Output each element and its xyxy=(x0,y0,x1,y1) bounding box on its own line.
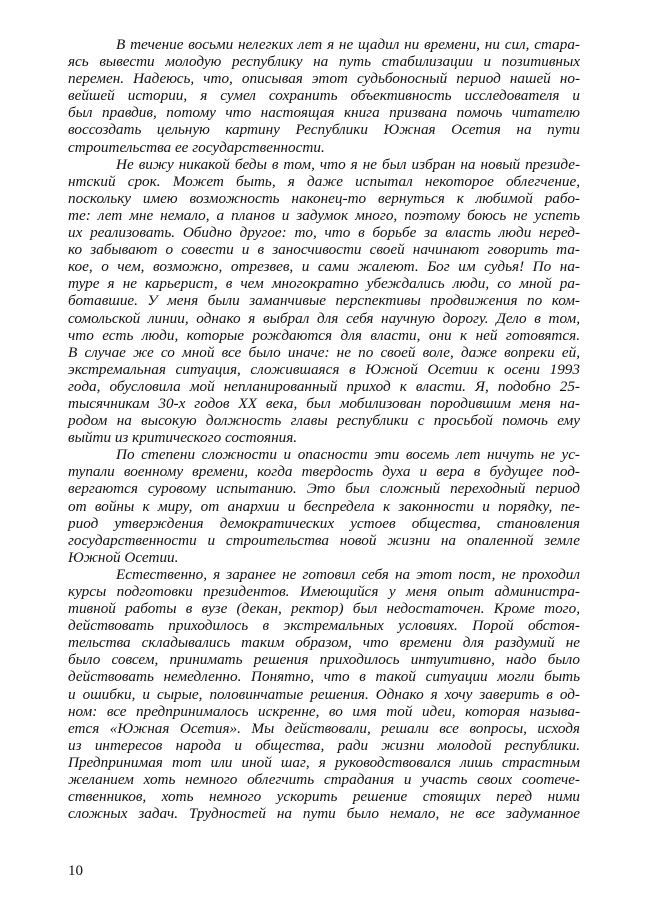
text-line: вергаются суровому испытанию. Это был сложный переходный период xyxy=(68,480,580,498)
paragraph xyxy=(68,156,580,447)
text-line: воссоздать цельную картину Республики Южная Осетия на пути xyxy=(68,121,580,139)
text-line: нтский срок. Может быть, я даже испытал некоторое облегчение, xyxy=(68,172,580,190)
paragraph xyxy=(68,566,580,822)
text-line: их реализовать. Обидно другое: то, что в борьбе за власть люди неред- xyxy=(68,224,580,242)
paragraph xyxy=(68,446,580,566)
text-line: Предпринимая тот или иной шаг, я руководствовался лишь страстным xyxy=(68,753,580,771)
text-line: было совсем, принимать решения приходилось интуитивно, надо было xyxy=(68,651,580,669)
paragraph xyxy=(68,36,580,156)
text-line: тупали военному времени, когда твердость духа и вера в будущее под- xyxy=(68,463,580,481)
text-line: действовать приходилось в экстремальных условиях. Порой обстоя- xyxy=(68,617,580,635)
text-line: курсы подготовки президентов. Имеющийся у меня опыт администра- xyxy=(68,583,580,600)
text-line: выйти из критического состояния. xyxy=(68,429,298,447)
text-line: ном: все предпринималось искренне, во имя той идеи, которая называ- xyxy=(68,702,580,720)
text-line: туре я не карьерист, в чем многократно убеждались люди, со мной ра- xyxy=(68,275,580,293)
text-line: Не вижу никакой беды в том, что я не был избран на новый президе- xyxy=(116,155,580,173)
text-line: Естественно, я заранее не готовил себя на этот пост, не проходил xyxy=(116,565,580,583)
text-line: родом на высокую должность главы республики с просьбой помочь ему xyxy=(68,412,580,430)
text-line: желанием хоть немного облегчить страдания и участь своих соотече- xyxy=(68,771,580,789)
page-number: 10 xyxy=(68,863,83,879)
text-line: перемен. Надеюсь, что, описывая этот судьбоносный период нашей но- xyxy=(68,70,580,88)
text-line: и ошибки, и сырые, половинчатые решения. Однако я хочу заверить в од- xyxy=(68,685,580,703)
text-line: был правдив, потому что настоящая книга призвана помочь читателю xyxy=(68,104,580,122)
text-line: ботавшие. У меня были заманчивые перспективы продвижения по ком- xyxy=(68,292,580,310)
text-line: ственников, хоть немного ускорить решение стоящих перед ними xyxy=(68,788,580,806)
text-line: из интересов народа и общества, ради жизни молодой республики. xyxy=(68,736,580,754)
text-line: строительства ее государственности. xyxy=(68,138,325,156)
page-body xyxy=(68,36,580,822)
text-line: По степени сложности и опасности эти восемь лет ничуть не ус- xyxy=(116,446,580,464)
text-line: вейшей истории, я сумел сохранить объективность исследователя и xyxy=(68,87,580,105)
text-line: В течение восьми нелегких лет я не щадил ни времени, ни сил, стара- xyxy=(116,36,580,53)
text-line: ко забывают о совести и в заносчивости своей начинают говорить та- xyxy=(68,241,580,259)
text-line: тивной работы в вузе (декан, ректор) был недостаточен. Кроме того, xyxy=(68,600,580,618)
text-line: сомольской линии, однако я выбрал для себя научную дорогу. Дело в том, xyxy=(68,309,580,327)
text-line: года, обусловила мой непланированный приход к власти. Я, подобно 25- xyxy=(68,377,580,395)
text-line: от войны к миру, от анархии и беспредела к законности и порядку, пе- xyxy=(68,497,580,515)
text-line: государственности и строительства новой жизни на опаленной земле xyxy=(68,531,580,549)
text-line: что есть люди, которые рождаются для власти, они к ней готовятся. xyxy=(68,326,580,344)
text-line: поскольку имею возможность наконец-то вернуться к любимой рабо- xyxy=(68,189,580,207)
text-line: ясь вывести молодую республику на путь стабилизации и позитивных xyxy=(68,53,580,71)
text-line: те: лет мне немало, а планов и задумок много, поэтому боюсь не успеть xyxy=(68,206,580,224)
text-line: экстремальная ситуация, сложившаяся в Южной Осетии к осени 1993 xyxy=(68,360,580,378)
text-line: Южной Осетии. xyxy=(68,548,179,566)
text-line: ется «Южная Осетия». Мы действовали, решали все вопросы, исходя xyxy=(68,719,580,737)
text-line: кое, о чем, возможно, отрезвев, и сами жалеют. Бог им судья! По на- xyxy=(68,258,580,276)
text-line: риод утверждения демократических устоев общества, становления xyxy=(68,514,580,532)
text-line: сложных задач. Трудностей на пути было немало, не все задуманное xyxy=(68,805,580,823)
text-line: В случае же со мной все было иначе: не по своей воле, даже вопреки ей, xyxy=(68,343,580,361)
text-line: тельства складывались таким образом, что времени для раздумий не xyxy=(68,634,580,652)
text-line: тысячникам 30-х годов XX века, был мобилизован породившим меня на- xyxy=(68,394,580,412)
text-line: действовать немедленно. Понятно, что в такой ситуации могли быть xyxy=(68,668,580,686)
